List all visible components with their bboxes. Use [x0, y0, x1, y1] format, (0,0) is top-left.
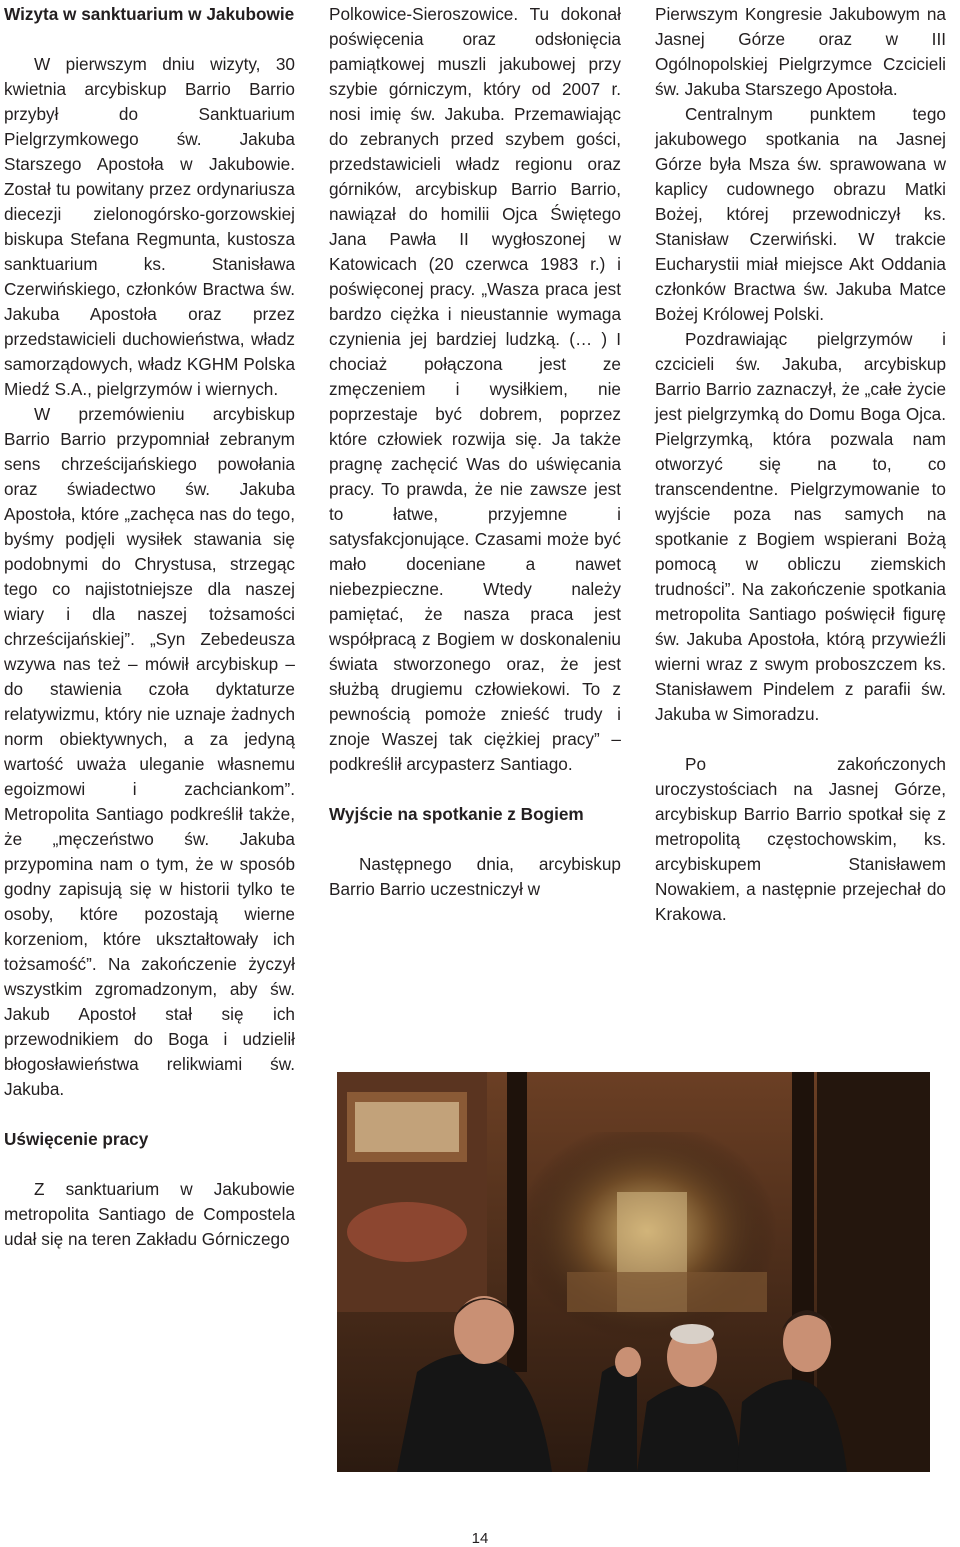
- column-2: [329, 2, 621, 902]
- photo-illustration: [337, 1072, 930, 1472]
- paragraph: Z sanktuarium w Jakubowie metropolita Santiago de Compostela udał się na teren Zakładu Górniczego: [4, 1179, 295, 1249]
- column-3: [655, 2, 946, 927]
- paragraph: Centralnym punktem tego jakubowego spotkania na Jasnej Górze była Msza św. sprawowana w kaplicy cudownego obrazu Matki Bożej, której przewodniczył ks. Stanisław Czerwiński. W trakcie Eucharystii miał miejsce Akt Oddania członków Bractwa św. Jakuba Matce Bożej Królowej Polski.: [655, 104, 946, 324]
- paragraph: Pierwszym Kongresie Jakubowym na Jasnej Górze oraz w III Ogólnopolskiej Pielgrzymce Czcicieli św. Jakuba Starszego Apostoła.: [655, 4, 946, 99]
- paragraph: W przemówieniu arcybiskup Barrio Barrio przypomniał zebranym sens chrześcijańskiego powołania oraz świadectwo św. Jakuba Apostoła, które „zachęca nas do tego, byśmy podjęli wysiłek stawania się podobnymi do Chrystusa, strzegąc tego co najistotniejsze dla naszej wiary i dla naszej tożsamości chrześcijańskiej”. „Syn Zebedeusza wzywa nas też – mówił arcybiskup – do stawienia czoła dyktaturze relatywizmu, który nie uznaje żadnych norm obiektywnych, a za jedyną wartość uważa uleganie własnemu egoizmowi i zachciankom”. Metropolita Santiago podkreślił także, że „męczeństwo św. Jakuba przypomina nam o tym, że w sposób godny zapisują się w historii tylko te osoby, które pozostają wierne korzeniom, które ukształtowały ich tożsamość”. Na zakończenie życzył wszystkim zgromadzonym, aby św. Jakub Apostoł stał się ich przewodnikiem do Boga i udzielił błogosławieństwa relikwiami św. Jakuba.: [4, 404, 295, 1099]
- paragraph: Polkowice-Sieroszowice. Tu dokonał poświęcenia oraz odsłonięcia pamiątkowej muszli jakubowej przy szybie górniczym, który od 2007 r. nosi imię św. Jakuba. Przemawiając do zebranych przed szybem gości, przedstawicieli władz regionu oraz górników, arcybiskup Barrio Barrio, nawiązał do homilii Ojca Świętego Jana Pawła II wygłoszonej w Katowicach (20 czerwca 1983 r.) i poświęconej pracy. „Wasza praca jest bardzo ciężka i nieustannie wymaga czynienia jej bardziej ludzką. (… ) I chociaż połączona jest ze zmęczeniem i wysiłkiem, nie poprzestaje być dobrem, poprzez które człowiek rozwija się. Ja także pragnę zachęcić Was do uświęcania pracy. To prawda, że nie zawsze jest to łatwe, przyjemne i satysfakcjonujące. Czasami może być mało doceniane a nawet niebezpieczne. Wtedy należy pamiętać, że nasza praca jest współpracą z Bogiem w doskonaleniu świata stworzonego oraz, że jest służbą drugiemu człowiekowi. To z pewnością pomoże znieść trudy i znoje Waszej tak ciężkiej pracy” – podkreślił arcypasterz Santiago.: [329, 4, 621, 774]
- paragraph: Następnego dnia, arcybiskup Barrio Barrio uczestniczył w: [329, 854, 621, 899]
- photo-clergy-in-chapel: [337, 1072, 930, 1472]
- paragraph: W pierwszym dniu wizyty, 30 kwietnia arcybiskup Barrio Barrio przybył do Sanktuarium Pielgrzymkowego św. Jakuba Starszego Apostoła w Jakubowie. Został tu powitany przez ordynariusza diecezji zielonogórsko-gorzowskiej biskupa Stefana Regmunta, kustosza sanktuarium ks. Stanisława Czerwińskiego, członków Bractwa św. Jakuba Apostoła oraz przez przedstawicieli duchowieństwa, władz samorządowych, władz KGHM Polska Miedź S.A., pielgrzymów i wiernych.: [4, 54, 295, 399]
- heading-sanctification-work: Uświęcenie pracy: [4, 1129, 149, 1149]
- heading-visit-jakubow: Wizyta w sanktuarium w Jakubowie: [4, 4, 295, 24]
- heading-meeting-god: Wyjście na spotkanie z Bogiem: [329, 804, 584, 824]
- column-1: [4, 2, 295, 1252]
- paragraph: Po zakończonych uroczystościach na Jasnej Górze, arcybiskup Barrio Barrio spotkał się z metropolitą częstochowskim, ks. arcybiskupem Stanisławem Nowakiem, a następnie przejechał do Krakowa.: [655, 754, 946, 924]
- paragraph: Pozdrawiając pielgrzymów i czcicieli św. Jakuba, arcybiskup Barrio Barrio zaznaczył, że „całe życie jest pielgrzymką do Domu Boga Ojca. Pielgrzymką, która pozwala nam otworzyć się na to, co transcendentne. Pielgrzymowanie to wyjście poza nas samych na spotkanie z Bogiem wspierani Bożą pomocą w obliczu ziemskich trudności”. Na zakończenie spotkania metropolita Santiago poświęcił figurę św. Jakuba Apostoła, którą przywieźli wierni wraz z swym proboszczem ks. Stanisławem Pindelem z parafii św. Jakuba w Simoradzu.: [655, 329, 946, 724]
- page-number: 14: [471, 1530, 489, 1547]
